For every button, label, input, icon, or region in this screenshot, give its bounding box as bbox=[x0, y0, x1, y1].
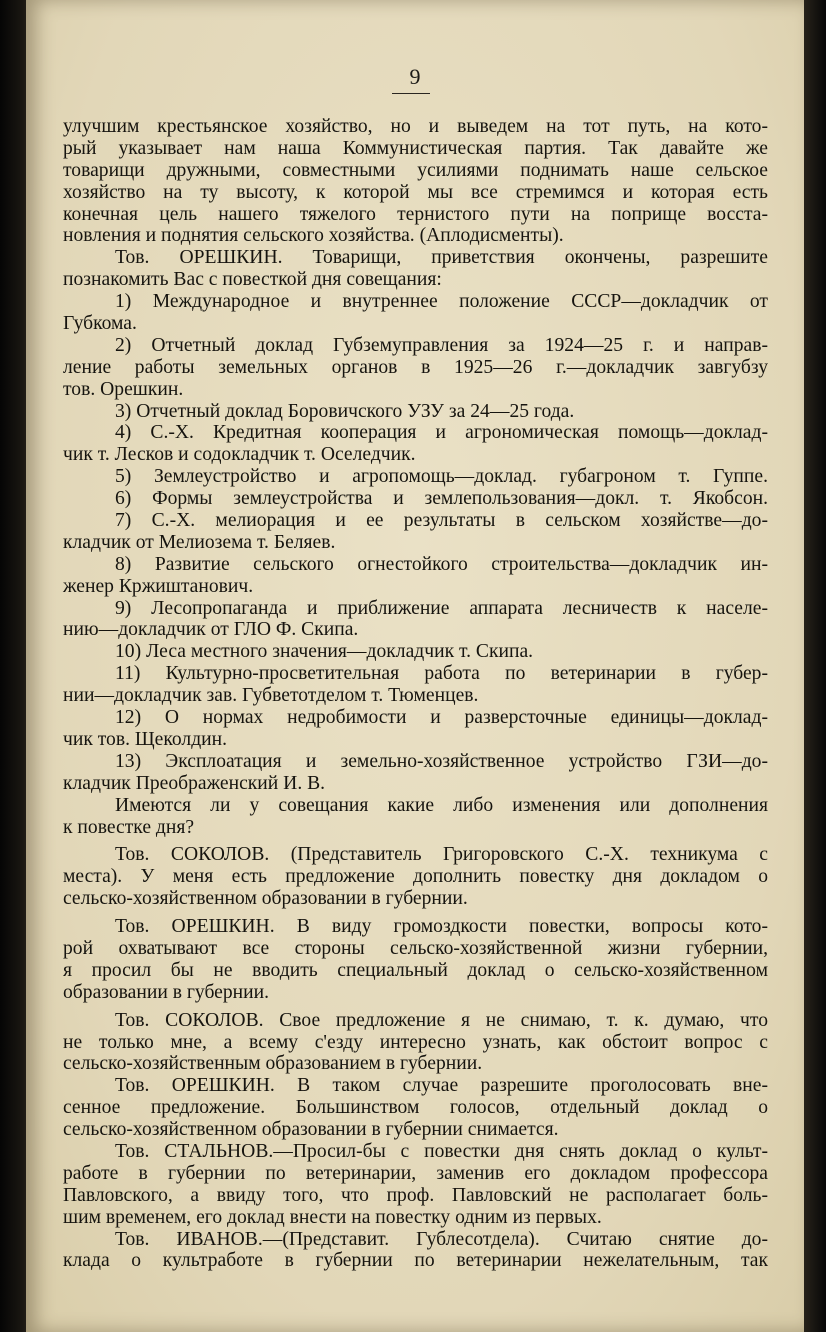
text-line: сенное предложение. Большинством голосов, отдельный доклад о bbox=[63, 1097, 768, 1119]
text-line: Тов. ОРЕШКИН. В виду громоздкости повестки, вопросы кото- bbox=[115, 916, 768, 938]
text-line: Тов. ОРЕШКИН. Товарищи, приветствия окончены, разрешите bbox=[115, 247, 768, 269]
body-text bbox=[63, 116, 768, 1272]
text-line: новления и поднятия сельского хозяйства. (Аплодисменты). bbox=[63, 225, 564, 247]
text-line: к повестке дня? bbox=[63, 816, 195, 838]
text-line: конечная цель нашего тяжелого тернистого пути на поприще восста- bbox=[63, 203, 768, 225]
text-line: я просил бы не вводить специальный доклад о сельско-хозяйственном bbox=[63, 959, 768, 981]
text-line: сельско-хозяйственном образовании в губернии снимается. bbox=[63, 1119, 559, 1141]
text-line: Павловского, а ввиду того, что проф. Павловский не располагает боль- bbox=[63, 1184, 768, 1206]
text-line: шим временем, его доклад внести на повестку одним из первых. bbox=[63, 1206, 602, 1228]
text-line: Губкома. bbox=[63, 313, 137, 335]
page-number: 9 bbox=[409, 64, 421, 89]
text-line: чик тов. Щеколдин. bbox=[63, 728, 228, 750]
text-line: рой охватывают все стороны сельско-хозяйственной жизни губернии, bbox=[63, 937, 768, 959]
document-page bbox=[26, 0, 804, 1332]
agenda-item: 10) Леса местного значения—докладчик т. Скипа. bbox=[115, 641, 534, 663]
text-line: улучшим крестьянское хозяйство, но и выведем на тот путь, на кото- bbox=[63, 116, 768, 137]
text-line: кладчик от Мелиозема т. Беляев. bbox=[63, 531, 336, 553]
agenda-item: 8) Развитие сельского огнестойкого строительства—докладчик ин- bbox=[115, 553, 768, 575]
text-line: чик т. Лесков и содокладчик т. Оселедчик. bbox=[63, 444, 416, 466]
text-line: тов. Орешкин. bbox=[63, 378, 184, 400]
text-line: рый указывает нам наша Коммунистическая партия. Так давайте же bbox=[63, 137, 768, 159]
text-line: ление работы земельных органов в 1925—26 г.—докладчик завгубзу bbox=[63, 356, 768, 378]
book-edge-right bbox=[802, 0, 826, 1332]
agenda-item: 3) Отчетный доклад Боровичского УЗУ за 24—25 года. bbox=[115, 400, 575, 422]
agenda-item: 12) О нормах недробимости и разверсточные единицы—доклад- bbox=[115, 707, 768, 729]
text-line: нии—докладчик зав. Губветотделом т. Тюменцев. bbox=[63, 685, 479, 707]
text-line: нию—докладчик от ГЛО Ф. Скипа. bbox=[63, 619, 359, 641]
text-line: сельско-хозяйственным образованием в губернии. bbox=[63, 1053, 483, 1075]
text-line: Тов. СТАЛЬНОВ.—Просил-бы с повестки дня снять доклад о культ- bbox=[115, 1140, 768, 1162]
agenda-item: 13) Эксплоатация и земельно-хозяйственное устройство ГЗИ—до- bbox=[115, 750, 768, 772]
text-line: Имеются ли у совещания какие либо изменения или дополнения bbox=[115, 794, 768, 816]
agenda-item: 7) С.-Х. мелиорация и ее результаты в сельском хозяйстве—до- bbox=[115, 510, 768, 532]
text-line: не только мне, а всему с'езду интересно узнать, как обстоит вопрос с bbox=[63, 1031, 768, 1053]
text-line: женер Кржиштанович. bbox=[63, 575, 254, 597]
agenda-item: 2) Отчетный доклад Губземуправления за 1924—25 г. и направ- bbox=[115, 334, 768, 356]
agenda-item: 6) Формы землеустройства и землепользования—докл. т. Якобсон. bbox=[115, 488, 768, 510]
text-line: клада о культработе в губернии по ветеринарии нежелательным, так bbox=[63, 1250, 768, 1272]
text-line: работе в губернии по ветеринарии, заменив его докладом профессора bbox=[63, 1162, 768, 1184]
agenda-item: 5) Землеустройство и агропомощь—доклад. губагроном т. Гуппе. bbox=[115, 466, 768, 488]
text-line: сельско-хозяйственном образовании в губернии. bbox=[63, 888, 468, 910]
agenda-item: 1) Международное и внутреннее положение СССР—докладчик от bbox=[115, 291, 768, 313]
text-line: образовании в губернии. bbox=[63, 981, 270, 1003]
page-number-rule bbox=[392, 93, 430, 94]
text-line: кладчик Преображенский И. В. bbox=[63, 772, 326, 794]
text-line: места). У меня есть предложение дополнить повестку дня докладом о bbox=[63, 866, 768, 888]
text-line: Тов. ИВАНОВ.—(Представит. Гублесотдела). Считаю снятие до- bbox=[115, 1228, 768, 1250]
agenda-item: 11) Культурно-просветительная работа по ветеринарии в губер- bbox=[115, 663, 768, 685]
agenda-item: 9) Лесопропаганда и приближение аппарата лесничеств к населе- bbox=[115, 597, 768, 619]
agenda-item: 4) С.-Х. Кредитная кооперация и агрономическая помощь—доклад- bbox=[115, 422, 768, 444]
text-line: Тов. СОКОЛОВ. Свое предложение я не снимаю, т. к. думаю, что bbox=[115, 1009, 768, 1031]
text-line: хозяйство на ту высоту, к которой мы все стремимся и которая есть bbox=[63, 181, 768, 203]
text-line: познакомить Вас с повесткой дня совещания: bbox=[63, 269, 442, 291]
text-line: Тов. СОКОЛОВ. (Представитель Григоровского С.-Х. техникума с bbox=[115, 844, 768, 866]
text-line: товарищи дружными, совместными усилиями поднимать наше сельское bbox=[63, 159, 768, 181]
text-line: Тов. ОРЕШКИН. В таком случае разрешите проголосовать вне- bbox=[115, 1075, 768, 1097]
